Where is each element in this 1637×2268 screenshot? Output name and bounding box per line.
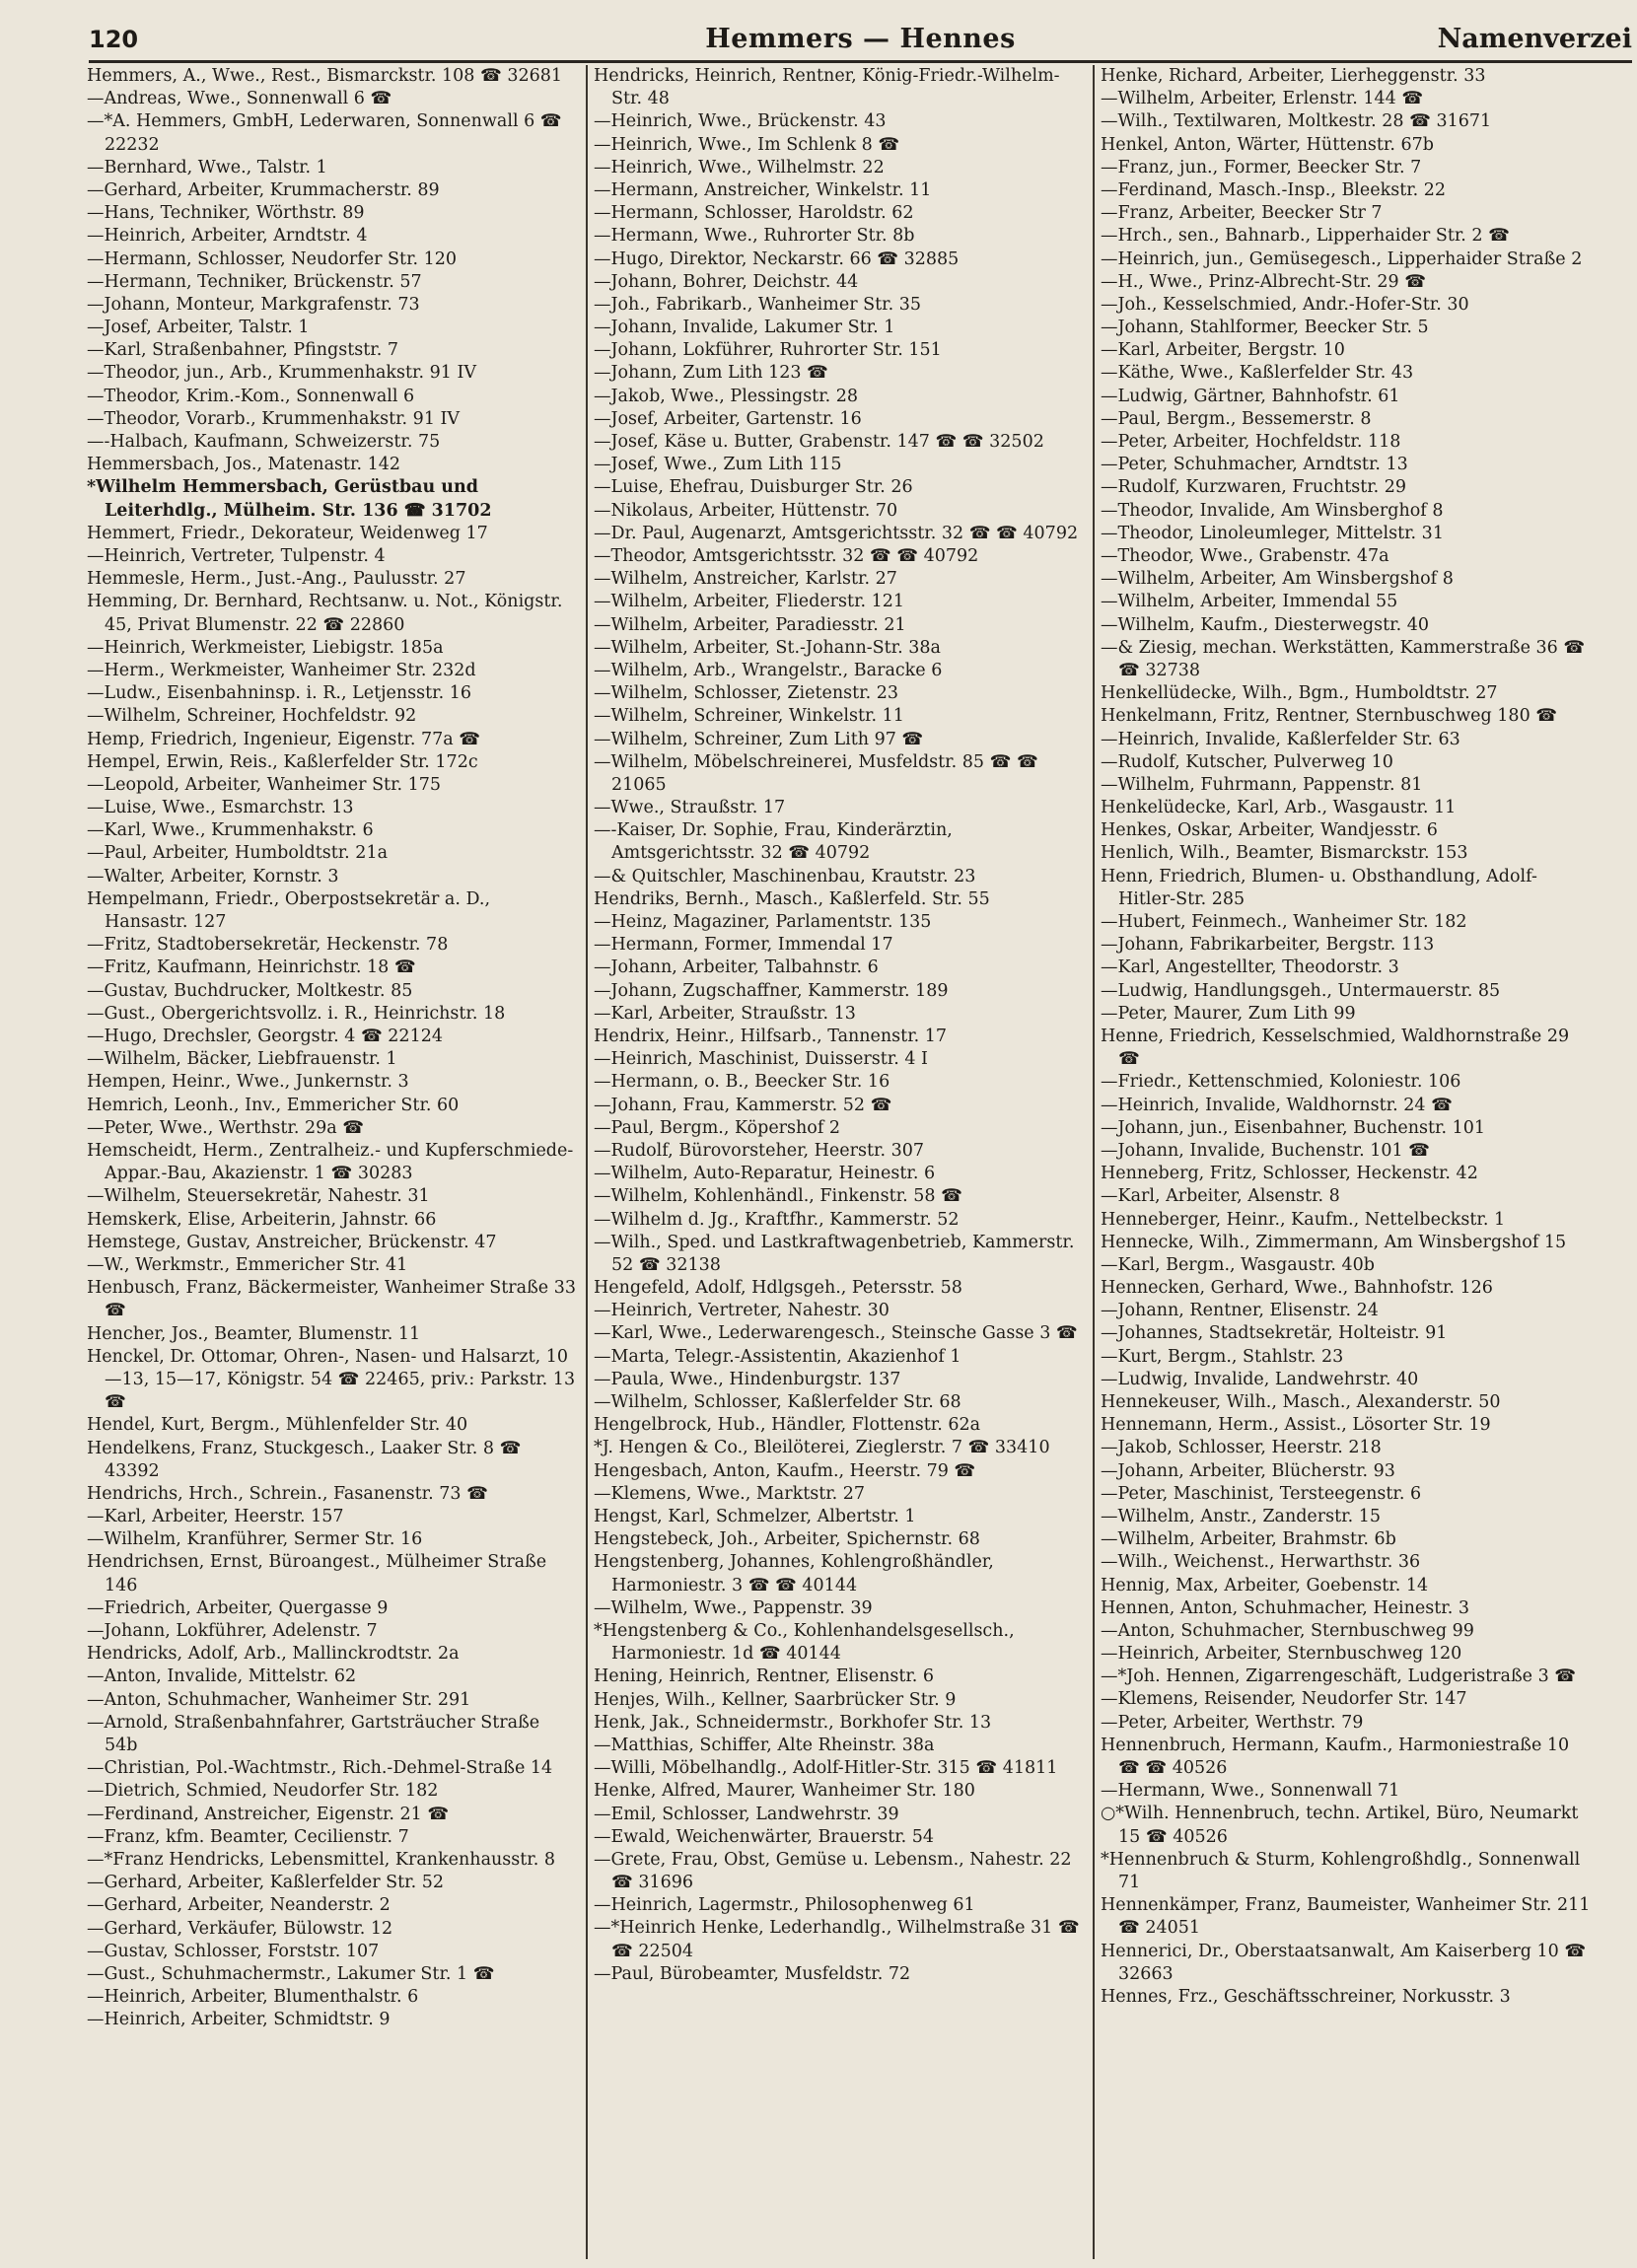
- directory-entry: —Wilhelm, Arbeiter, Paradiesstr. 21: [594, 614, 906, 635]
- directory-entry: Hennen, Anton, Schuhmacher, Heinestr. 3: [1101, 1597, 1469, 1618]
- directory-entry: —Gustav, Buchdrucker, Moltkestr. 85: [87, 980, 413, 1001]
- directory-entry: —Friedr., Kettenschmied, Koloniestr. 106: [1101, 1072, 1461, 1093]
- directory-entry: —Fritz, Stadtobersekretär, Heckenstr. 78: [87, 935, 449, 956]
- directory-entry: ○*Wilh. Hennenbruch, techn. Artikel, Büro, Neumarkt 15 ☎ 40526: [1101, 1804, 1579, 1847]
- directory-entry: Hennerici, Dr., Oberstaatsanwalt, Am Kaiserberg 10 ☎ 32663: [1101, 1941, 1587, 1984]
- directory-entry: —Wilhelm, Schreiner, Zum Lith 97 ☎: [594, 729, 924, 749]
- directory-entry: —Heinrich, jun., Gemüsegesch., Lipperhaider Straße 2: [1101, 248, 1583, 269]
- directory-entry: —Wilhelm, Anstreicher, Karlstr. 27: [594, 569, 897, 590]
- directory-entry: —Johann, Lokführer, Ruhrorter Str. 151: [594, 340, 942, 361]
- directory-entry: Hennemann, Herm., Assist., Lösorter Str. 19: [1101, 1415, 1491, 1436]
- directory-entry: —Ludwig, Handlungsgeh., Untermauerstr. 85: [1101, 980, 1501, 1001]
- directory-entry: —Theodor, Krim.-Kom., Sonnenwall 6: [87, 386, 415, 406]
- directory-entry: Hemscheidt, Herm., Zentralheiz.- und Kupferschmiede-Appar.-Bau, Akazienstr. 1 ☎ 30283: [87, 1140, 574, 1184]
- directory-entry: Henckel, Dr. Ottomar, Ohren-, Nasen- und Halsarzt, 10—13, 15—17, Königstr. 54 ☎ 22465, priv.: Parkstr. 13 ☎: [87, 1346, 576, 1413]
- directory-entry: —Ludwig, Gärtner, Bahnhofstr. 61: [1101, 386, 1400, 406]
- directory-entry: —Käthe, Wwe., Kaßlerfelder Str. 43: [1101, 363, 1414, 384]
- directory-entry: —Wilhelm, Schlosser, Zietenstr. 23: [594, 683, 899, 704]
- directory-entry: —Paul, Bürobeamter, Musfeldstr. 72: [594, 1963, 911, 1984]
- directory-entry: —Wilhelm, Auto-Reparatur, Heinestr. 6: [594, 1164, 936, 1184]
- directory-entry: —Josef, Käse u. Butter, Grabenstr. 147 ☎ ☎ 32502: [594, 432, 1044, 453]
- directory-entry: —Heinrich, Arbeiter, Blumenthalstr. 6: [87, 1987, 419, 2008]
- directory-entry: —Karl, Wwe., Lederwarengesch., Steinsche Gasse 3 ☎: [594, 1323, 1078, 1344]
- directory-entry: —Wilhelm, Steuersekretär, Nahestr. 31: [87, 1186, 430, 1207]
- directory-entry: —Theodor, Invalide, Am Winsberghof 8: [1101, 500, 1444, 521]
- directory-entry: Henne, Friedrich, Kesselschmied, Waldhornstraße 29 ☎: [1101, 1026, 1570, 1070]
- directory-entry: *Hengstenberg & Co., Kohlenhandelsgesellsch., Harmoniestr. 1d ☎ 40144: [594, 1620, 1015, 1665]
- directory-entry: Hennenbruch, Hermann, Kaufm., Harmoniestraße 10 ☎ ☎ 40526: [1101, 1735, 1570, 1779]
- directory-entry: —-Halbach, Kaufmann, Schweizerstr. 75: [87, 432, 441, 453]
- directory-entry: —Luise, Wwe., Esmarchstr. 13: [87, 798, 354, 818]
- directory-entry: —Wilhelm d. Jg., Kraftfhr., Kammerstr. 52: [594, 1209, 960, 1230]
- directory-entry: —Anton, Schuhmacher, Wanheimer Str. 291: [87, 1689, 471, 1710]
- directory-entry: —Wilhelm, Arbeiter, Fliederstr. 121: [594, 592, 905, 612]
- directory-entry: —Gust., Obergerichtsvollz. i. R., Heinrichstr. 18: [87, 1003, 506, 1024]
- directory-entry: Hemmesle, Herm., Just.-Ang., Paulusstr. 27: [87, 569, 466, 590]
- directory-entry: —Marta, Telegr.-Assistentin, Akazienhof 1: [594, 1346, 961, 1367]
- directory-entry: —Karl, Arbeiter, Straußstr. 13: [594, 1003, 856, 1024]
- directory-entry: —Wilhelm, Kaufm., Diesterwegstr. 40: [1101, 614, 1429, 635]
- directory-entry: Hendrichs, Hrch., Schrein., Fasanenstr. 73 ☎: [87, 1483, 488, 1504]
- directory-entry: —Ludwig, Invalide, Landwehrstr. 40: [1101, 1369, 1419, 1389]
- directory-entry: Henjes, Wilh., Kellner, Saarbrücker Str. 9: [594, 1689, 957, 1710]
- directory-entry: —Peter, Arbeiter, Werthstr. 79: [1101, 1712, 1364, 1733]
- directory-entry: —Johann, Stahlformer, Beecker Str. 5: [1101, 318, 1429, 338]
- directory-entry: —Gerhard, Arbeiter, Neanderstr. 2: [87, 1895, 391, 1916]
- directory-entry: —Hrch., sen., Bahnarb., Lipperhaider Str. 2 ☎: [1101, 226, 1510, 247]
- directory-entry: —Hermann, Former, Immendal 17: [594, 935, 893, 956]
- directory-entry: —Karl, Wwe., Krummenhakstr. 6: [87, 820, 374, 841]
- directory-entry: Hengstenberg, Johannes, Kohlengroßhändler, Harmoniestr. 3 ☎ ☎ 40144: [594, 1552, 994, 1595]
- directory-entry: —Gerhard, Arbeiter, Kaßlerfelder Str. 52: [87, 1873, 445, 1893]
- directory-entry: —Johann, Rentner, Elisenstr. 24: [1101, 1301, 1379, 1321]
- directory-entry: Henkes, Oskar, Arbeiter, Wandjesstr. 6: [1101, 820, 1438, 841]
- directory-entry: Hendrichsen, Ernst, Büroangest., Mülheimer Straße 146: [87, 1552, 547, 1595]
- directory-entry: Hendel, Kurt, Bergm., Mühlenfelder Str. 40: [87, 1415, 468, 1436]
- directory-entry: —Wilhelm, Schreiner, Hochfeldstr. 92: [87, 706, 417, 727]
- directory-entry: —Karl, Bergm., Wasgaustr. 40b: [1101, 1254, 1376, 1275]
- directory-entry: —Peter, Schuhmacher, Arndtstr. 13: [1101, 455, 1408, 475]
- directory-entry: Hening, Heinrich, Rentner, Elisenstr. 6: [594, 1666, 935, 1687]
- directory-entry: —*Franz Hendricks, Lebensmittel, Krankenhausstr. 8: [87, 1849, 555, 1870]
- directory-entry: —Johann, jun., Eisenbahner, Buchenstr. 101: [1101, 1117, 1485, 1138]
- directory-entry: —Emil, Schlosser, Landwehrstr. 39: [594, 1804, 899, 1824]
- directory-entry: —Paula, Wwe., Hindenburgstr. 137: [594, 1369, 901, 1389]
- directory-entry: —Arnold, Straßenbahnfahrer, Gartsträucher Straße 54b: [87, 1712, 540, 1756]
- column-3: [1101, 65, 1592, 2262]
- directory-entry: —Friedrich, Arbeiter, Quergasse 9: [87, 1597, 389, 1618]
- directory-entry: —Josef, Arbeiter, Gartenstr. 16: [594, 408, 862, 429]
- directory-entry: —H., Wwe., Prinz-Albrecht-Str. 29 ☎: [1101, 271, 1426, 292]
- directory-entry: —Johann, Monteur, Markgrafenstr. 73: [87, 294, 420, 315]
- directory-entry: —Wilhelm, Arbeiter, St.-Johann-Str. 38a: [594, 637, 941, 658]
- directory-entry: —Dietrich, Schmied, Neudorfer Str. 182: [87, 1781, 439, 1802]
- directory-entry: —Heinrich, Wwe., Wilhelmstr. 22: [594, 157, 885, 177]
- directory-entry: Hemskerk, Elise, Arbeiterin, Jahnstr. 66: [87, 1209, 437, 1230]
- directory-entry: —Wilhelm, Fuhrmann, Pappenstr. 81: [1101, 774, 1423, 795]
- directory-entry: —Peter, Wwe., Werthstr. 29a ☎: [87, 1117, 365, 1138]
- directory-entry: —Heinrich, Invalide, Kaßlerfelder Str. 63: [1101, 729, 1460, 749]
- directory-entry: Hennes, Frz., Geschäftsschreiner, Norkusstr. 3: [1101, 1987, 1511, 2008]
- directory-entry: —Johann, Bohrer, Deichstr. 44: [594, 271, 859, 292]
- directory-entry: —Gerhard, Arbeiter, Krummacherstr. 89: [87, 179, 440, 200]
- directory-entry: —Gerhard, Verkäufer, Bülowstr. 12: [87, 1918, 393, 1939]
- directory-entry: —Karl, Straßenbahner, Pfingststr. 7: [87, 340, 398, 361]
- directory-entry: —Hubert, Feinmech., Wanheimer Str. 182: [1101, 912, 1467, 933]
- directory-entry: Hempelmann, Friedr., Oberpostsekretär a. D., Hansastr. 127: [87, 888, 491, 933]
- directory-entry: Henkelmann, Fritz, Rentner, Sternbuschweg 180 ☎: [1101, 706, 1558, 727]
- directory-entry: Hendrix, Heinr., Hilfsarb., Tannenstr. 17: [594, 1027, 948, 1046]
- directory-entry: Hennecke, Wilh., Zimmermann, Am Winsbergshof 15: [1101, 1232, 1567, 1252]
- directory-entry: Hemmers, A., Wwe., Rest., Bismarckstr. 108 ☎ 32681: [87, 66, 563, 86]
- directory-entry: Hengefeld, Adolf, Hdlgsgeh., Petersstr. 58: [594, 1278, 962, 1299]
- directory-entry: —Johann, Lokführer, Adelenstr. 7: [87, 1621, 378, 1642]
- directory-entry: —Matthias, Schiffer, Alte Rheinstr. 38a: [594, 1735, 935, 1755]
- directory-entry: —Rudolf, Kurzwaren, Fruchtstr. 29: [1101, 477, 1407, 498]
- directory-entry: —Jakob, Schlosser, Heerstr. 218: [1101, 1438, 1382, 1458]
- directory-entry: Hemstege, Gustav, Anstreicher, Brückenstr. 47: [87, 1232, 497, 1252]
- directory-entry: Hempel, Erwin, Reis., Kaßlerfelder Str. 172c: [87, 751, 478, 772]
- directory-entry: —Heinrich, Invalide, Waldhornstr. 24 ☎: [1101, 1095, 1453, 1115]
- directory-entry: Henneberger, Heinr., Kaufm., Nettelbeckstr. 1: [1101, 1209, 1506, 1230]
- directory-entry: —Anton, Invalide, Mittelstr. 62: [87, 1666, 357, 1687]
- directory-entry: Hemmersbach, Jos., Matenastr. 142: [87, 455, 400, 475]
- directory-entry: —Josef, Arbeiter, Talstr. 1: [87, 318, 310, 338]
- directory-entry: —Heinrich, Lagermstr., Philosophenweg 61: [594, 1895, 975, 1916]
- directory-entry: Henkelüdecke, Karl, Arb., Wasgaustr. 11: [1101, 798, 1457, 818]
- directory-entry: —Johann, Arbeiter, Talbahnstr. 6: [594, 957, 879, 978]
- directory-entry: —Fritz, Kaufmann, Heinrichstr. 18 ☎: [87, 957, 416, 978]
- directory-entry: —Wilhelm, Möbelschreinerei, Musfeldstr. 85 ☎ ☎ 21065: [594, 751, 1038, 795]
- directory-entry: —Ferdinand, Masch.-Insp., Bleekstr. 22: [1101, 179, 1447, 200]
- directory-entry: Henkellüdecke, Wilh., Bgm., Humboldtstr. 27: [1101, 683, 1498, 704]
- directory-entry: —Heinrich, Arbeiter, Arndtstr. 4: [87, 226, 368, 247]
- directory-entry: —Hugo, Direktor, Neckarstr. 66 ☎ 32885: [594, 248, 960, 269]
- directory-entry: *J. Hengen & Co., Bleilöterei, Zieglerstr. 7 ☎ 33410: [594, 1438, 1050, 1458]
- directory-entry: —Hermann, Wwe., Ruhrorter Str. 8b: [594, 226, 915, 247]
- directory-entry: Henk, Jak., Schneidermstr., Borkhofer Str. 13: [594, 1712, 992, 1733]
- directory-entry: —Luise, Ehefrau, Duisburger Str. 26: [594, 477, 913, 498]
- directory-entry: Hendelkens, Franz, Stuckgesch., Laaker Str. 8 ☎ 43392: [87, 1438, 522, 1481]
- directory-entry: —Heinrich, Arbeiter, Schmidtstr. 9: [87, 2010, 391, 2030]
- directory-entry: —Josef, Wwe., Zum Lith 115: [594, 455, 842, 475]
- directory-entry: —Hugo, Drechsler, Georgstr. 4 ☎ 22124: [87, 1027, 443, 1047]
- directory-entry: —Paul, Bergm., Bessemerstr. 8: [1101, 408, 1372, 429]
- directory-entry: —Willi, Möbelhandlg., Adolf-Hitler-Str. 315 ☎ 41811: [594, 1758, 1058, 1779]
- directory-entry: —Herm., Werkmeister, Wanheimer Str. 232d: [87, 660, 476, 680]
- column-2: [594, 65, 1085, 2262]
- directory-entry: —Johann, Zugschaffner, Kammerstr. 189: [594, 980, 949, 1001]
- directory-entry: —*A. Hemmers, GmbH, Lederwaren, Sonnenwall 6 ☎ 22232: [87, 111, 562, 155]
- directory-entry: Henkel, Anton, Wärter, Hüttenstr. 67b: [1101, 134, 1434, 155]
- column-1: [87, 65, 578, 2262]
- directory-entry: —& Quitschler, Maschinenbau, Krautstr. 23: [594, 866, 976, 886]
- directory-entry: —Wilhelm, Bäcker, Liebfrauenstr. 1: [87, 1049, 397, 1070]
- directory-entry: —Heinrich, Vertreter, Nahestr. 30: [594, 1301, 890, 1321]
- directory-entry: *Hennenbruch & Sturm, Kohlengroßhdlg., Sonnenwall 71: [1101, 1849, 1581, 1893]
- directory-entry: —Johann, Fabrikarbeiter, Bergstr. 113: [1101, 935, 1435, 956]
- directory-entry: —Christian, Pol.-Wachtmstr., Rich.-Dehmel-Straße 14: [87, 1758, 553, 1779]
- directory-entry: Hennecken, Gerhard, Wwe., Bahnhofstr. 126: [1101, 1278, 1493, 1299]
- directory-entry: —Wilhelm, Arb., Wrangelstr., Baracke 6: [594, 660, 943, 680]
- directory-entry: —Ludw., Eisenbahninsp. i. R., Letjensstr. 16: [87, 683, 471, 704]
- directory-entry: —Leopold, Arbeiter, Wanheimer Str. 175: [87, 774, 442, 795]
- directory-entry: —Johann, Invalide, Lakumer Str. 1: [594, 318, 895, 338]
- directory-entry: Hendricks, Heinrich, Rentner, König-Friedr.-Wilhelm-Str. 48: [594, 66, 1060, 109]
- directory-entry: —Rudolf, Kutscher, Pulverweg 10: [1101, 751, 1393, 772]
- directory-entry: Henn, Friedrich, Blumen- u. Obsthandlung, Adolf-Hitler-Str. 285: [1101, 866, 1537, 909]
- directory-entry: Henlich, Wilh., Beamter, Bismarckstr. 153: [1101, 843, 1468, 864]
- directory-entry: —Franz, Arbeiter, Beecker Str 7: [1101, 203, 1383, 224]
- directory-entry: —Klemens, Wwe., Marktstr. 27: [594, 1483, 866, 1504]
- directory-entry: Hemp, Friedrich, Ingenieur, Eigenstr. 77a ☎: [87, 729, 481, 749]
- directory-entry: Hencher, Jos., Beamter, Blumenstr. 11: [87, 1323, 421, 1344]
- directory-entry: —Grete, Frau, Obst, Gemüse u. Lebensm., Nahestr. 22 ☎ 31696: [594, 1849, 1072, 1893]
- directory-entry: —Joh., Kesselschmied, Andr.-Hofer-Str. 30: [1101, 294, 1469, 315]
- directory-entry: —Paul, Bergm., Köpershof 2: [594, 1117, 841, 1138]
- directory-entry: Henbusch, Franz, Bäckermeister, Wanheimer Straße 33 ☎: [87, 1278, 576, 1321]
- directory-entry: —Wwe., Straußstr. 17: [594, 798, 786, 818]
- directory-entry: —Franz, jun., Former, Beecker Str. 7: [1101, 157, 1422, 177]
- directory-entry: —& Ziesig, mechan. Werkstätten, Kammerstraße 36 ☎ ☎ 32738: [1101, 637, 1586, 680]
- directory-entry: —Heinrich, Arbeiter, Sternbuschweg 120: [1101, 1644, 1462, 1665]
- directory-entry: —Heinrich, Werkmeister, Liebigstr. 185a: [87, 637, 444, 658]
- directory-entry: —Heinrich, Vertreter, Tulpenstr. 4: [87, 546, 386, 567]
- directory-entry: Hemmert, Friedr., Dekorateur, Weidenweg 17: [87, 523, 488, 543]
- directory-entry: —Karl, Arbeiter, Alsenstr. 8: [1101, 1186, 1340, 1207]
- directory-entry: Hengst, Karl, Schmelzer, Albertstr. 1: [594, 1507, 916, 1526]
- directory-entry: —Walter, Arbeiter, Kornstr. 3: [87, 866, 339, 886]
- directory-entry: —Wilhelm, Arbeiter, Immendal 55: [1101, 592, 1398, 612]
- directory-entry: —Peter, Arbeiter, Hochfeldstr. 118: [1101, 432, 1401, 453]
- directory-entry: —Paul, Arbeiter, Humboldtstr. 21a: [87, 843, 389, 864]
- directory-entry: —Wilhelm, Arbeiter, Brahmstr. 6b: [1101, 1529, 1396, 1550]
- directory-entry: Henke, Richard, Arbeiter, Lierheggenstr. 33: [1101, 66, 1486, 86]
- directory-entry: Hennenkämper, Franz, Baumeister, Wanheimer Str. 211 ☎ 24051: [1101, 1895, 1591, 1939]
- directory-entry: —Theodor, Wwe., Grabenstr. 47a: [1101, 545, 1389, 566]
- directory-entry: —Wilhelm, Kohlenhändl., Finkenstr. 58 ☎: [594, 1186, 962, 1207]
- directory-entry: —Wilhelm, Arbeiter, Erlenstr. 144 ☎: [1101, 89, 1424, 109]
- directory-entry: —Johann, Zum Lith 123 ☎: [594, 363, 828, 384]
- directory-entry: —Rudolf, Bürovorsteher, Heerstr. 307: [594, 1140, 924, 1161]
- directory-entry: —Gust., Schuhmachermstr., Lakumer Str. 1 ☎: [87, 1963, 495, 1984]
- directory-entry: —Hermann, Schlosser, Neudorfer Str. 120: [87, 248, 458, 269]
- directory-entry: —Heinrich, Maschinist, Duisserstr. 4 I: [594, 1049, 928, 1070]
- directory-entry: —Wilh., Weichenst., Herwarthstr. 36: [1101, 1552, 1421, 1573]
- directory-entry: —Heinrich, Wwe., Im Schlenk 8 ☎: [594, 134, 900, 155]
- directory-entry: —Franz, kfm. Beamter, Cecilienstr. 7: [87, 1826, 409, 1847]
- directory-entry: —Wilh., Textilwaren, Moltkestr. 28 ☎ 31671: [1101, 111, 1492, 132]
- directory-entry: —Wilh., Sped. und Lastkraftwagenbetrieb, Kammerstr. 52 ☎ 32138: [594, 1232, 1075, 1275]
- directory-entry: —Wilhelm, Schlosser, Kaßlerfelder Str. 68: [594, 1392, 961, 1413]
- directory-entry: —*Heinrich Henke, Lederhandlg., Wilhelmstraße 31 ☎ ☎ 22504: [594, 1918, 1080, 1961]
- directory-entry: —Joh., Fabrikarb., Wanheimer Str. 35: [594, 294, 921, 315]
- page-number: 120: [89, 26, 139, 53]
- directory-entry: —Andreas, Wwe., Sonnenwall 6 ☎: [87, 89, 392, 109]
- directory-entry: —W., Werkmstr., Emmericher Str. 41: [87, 1254, 408, 1275]
- directory-entry: —Theodor, Amtsgerichtsstr. 32 ☎ ☎ 40792: [594, 546, 979, 566]
- directory-entry: —Hermann, Techniker, Brückenstr. 57: [87, 271, 422, 292]
- directory-entry: —Peter, Maschinist, Tersteegenstr. 6: [1101, 1483, 1422, 1504]
- directory-entry: Hennig, Max, Arbeiter, Goebenstr. 14: [1101, 1575, 1429, 1595]
- directory-entry: —Hermann, Schlosser, Haroldstr. 62: [594, 203, 914, 224]
- directory-entry: —Johannes, Stadtsekretär, Holteistr. 91: [1101, 1323, 1448, 1344]
- directory-entry: Hendriks, Bernh., Masch., Kaßlerfeld. Str. 55: [594, 888, 990, 909]
- directory-entry: —Dr. Paul, Augenarzt, Amtsgerichtsstr. 32 ☎ ☎ 40792: [594, 523, 1079, 543]
- directory-entry: —Bernhard, Wwe., Talstr. 1: [87, 157, 327, 177]
- directory-entry: —Ferdinand, Anstreicher, Eigenstr. 21 ☎: [87, 1804, 450, 1824]
- directory-entry: Hennekeuser, Wilh., Masch., Alexanderstr. 50: [1101, 1392, 1501, 1413]
- page-title: Hemmers — Hennes: [705, 24, 1016, 54]
- directory-entry: —Karl, Arbeiter, Bergstr. 10: [1101, 340, 1345, 361]
- directory-entry: —Theodor, Vorarb., Krummenhakstr. 91 IV: [87, 408, 461, 429]
- directory-entry: —Hermann, o. B., Beecker Str. 16: [594, 1072, 890, 1093]
- directory-entry: Hengstebeck, Joh., Arbeiter, Spichernstr. 68: [594, 1529, 980, 1550]
- directory-entry: —Wilhelm, Arbeiter, Am Winsbergshof 8: [1101, 569, 1454, 590]
- directory-entry: —Peter, Maurer, Zum Lith 99: [1101, 1003, 1356, 1024]
- directory-entry: Hengesbach, Anton, Kaufm., Heerstr. 79 ☎: [594, 1460, 976, 1481]
- directory-entry: —Kurt, Bergm., Stahlstr. 23: [1101, 1346, 1344, 1367]
- directory-entry: —Theodor, Linoleumleger, Mittelstr. 31: [1101, 523, 1444, 543]
- directory-entry: —Hans, Techniker, Wörthstr. 89: [87, 203, 365, 224]
- directory-entry: —Johann, Frau, Kammerstr. 52 ☎: [594, 1095, 892, 1115]
- directory-entry: —Wilhelm, Schreiner, Winkelstr. 11: [594, 706, 904, 727]
- directory-entry: —Jakob, Wwe., Plessingstr. 28: [594, 386, 859, 406]
- directory-entry: Henke, Alfred, Maurer, Wanheimer Str. 180: [594, 1781, 975, 1802]
- section-title: Namenverzei: [1437, 24, 1632, 54]
- directory-entry: —Klemens, Reisender, Neudorfer Str. 147: [1101, 1689, 1467, 1710]
- directory-entry: —Hermann, Anstreicher, Winkelstr. 11: [594, 179, 932, 200]
- directory-entry: Hemrich, Leonh., Inv., Emmericher Str. 60: [87, 1095, 460, 1115]
- directory-entry: —Heinrich, Wwe., Brückenstr. 43: [594, 111, 887, 132]
- directory-entry: —Anton, Schuhmacher, Sternbuschweg 99: [1101, 1620, 1474, 1641]
- directory-entry: —Ewald, Weichenwärter, Brauerstr. 54: [594, 1826, 935, 1847]
- directory-entry: —Karl, Arbeiter, Heerstr. 157: [87, 1507, 344, 1527]
- directory-entry: —Heinz, Magaziner, Parlamentstr. 135: [594, 912, 932, 933]
- directory-entry: —*Joh. Hennen, Zigarrengeschäft, Ludgeristraße 3 ☎: [1101, 1666, 1577, 1687]
- directory-entry: *Wilhelm Hemmersbach, Gerüstbau und Leiterhdlg., Mülheim. Str. 136 ☎ 31702: [87, 477, 492, 521]
- directory-entry: Hemming, Dr. Bernhard, Rechtsanw. u. Not., Königstr. 45, Privat Blumenstr. 22 ☎ 22860: [87, 592, 563, 635]
- directory-entry: —Nikolaus, Arbeiter, Hüttenstr. 70: [594, 500, 898, 521]
- page-header: [89, 22, 1632, 63]
- directory-entry: Hendricks, Adolf, Arb., Mallinckrodtstr. 2a: [87, 1644, 460, 1665]
- directory-entry: —Gustav, Schlosser, Forststr. 107: [87, 1941, 380, 1961]
- directory-entry: Hengelbrock, Hub., Händler, Flottenstr. 62a: [594, 1415, 981, 1436]
- directory-entry: —Wilhelm, Wwe., Pappenstr. 39: [594, 1597, 873, 1618]
- directory-entry: Henneberg, Fritz, Schlosser, Heckenstr. 42: [1101, 1164, 1478, 1184]
- directory-entry: —Theodor, jun., Arb., Krummenhakstr. 91 IV: [87, 363, 476, 384]
- directory-entry: —Karl, Angestellter, Theodorstr. 3: [1101, 957, 1399, 978]
- directory-entry: —Wilhelm, Anstr., Zanderstr. 15: [1101, 1506, 1382, 1526]
- directory-entry: —-Kaiser, Dr. Sophie, Frau, Kinderärztin, Amtsgerichtsstr. 32 ☎ 40792: [594, 820, 953, 864]
- column-divider: [1093, 65, 1095, 2259]
- directory-entry: —Wilhelm, Kranführer, Sermer Str. 16: [87, 1529, 423, 1550]
- directory-entry: —Johann, Invalide, Buchenstr. 101 ☎: [1101, 1140, 1430, 1161]
- column-divider: [586, 65, 588, 2259]
- directory-entry: —Johann, Arbeiter, Blücherstr. 93: [1101, 1460, 1395, 1481]
- directory-entry: —Hermann, Wwe., Sonnenwall 71: [1101, 1781, 1400, 1802]
- directory-entry: Hempen, Heinr., Wwe., Junkernstr. 3: [87, 1072, 409, 1093]
